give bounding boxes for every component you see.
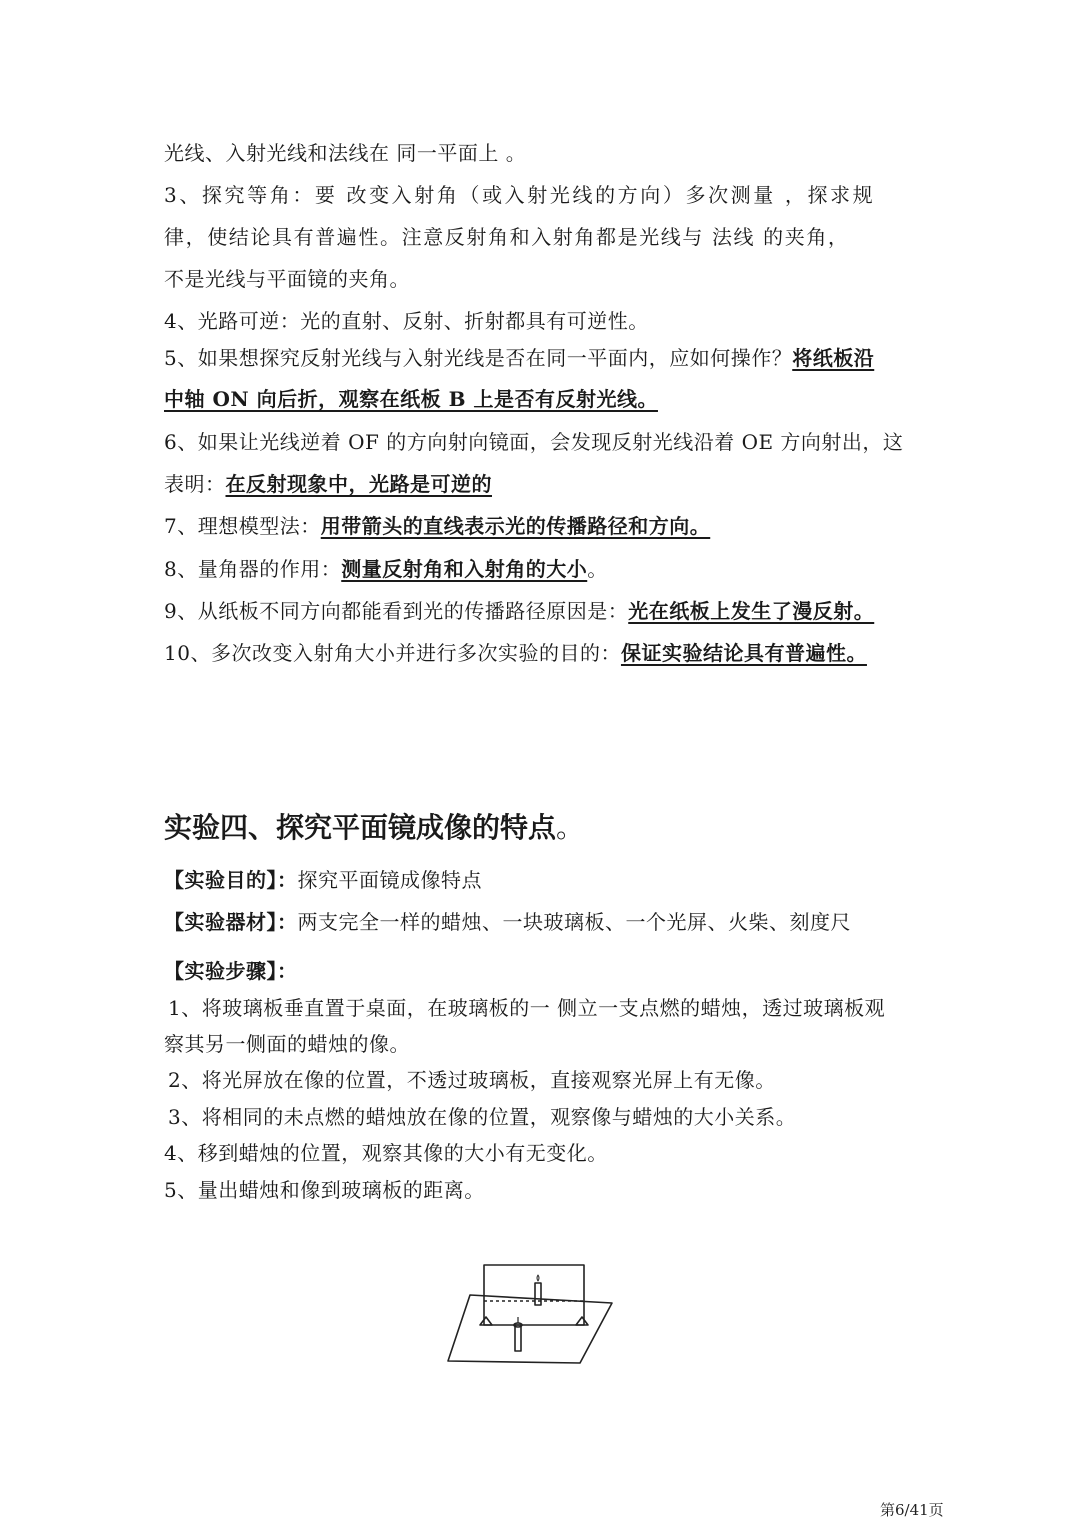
item-5-line-1 — [164, 344, 874, 372]
purpose-label: 【实验目的】： — [164, 868, 298, 892]
materials-row — [164, 908, 851, 936]
item-5-question: 5、如果想探究反射光线与入射光线是否在同一平面内，应如何操作？ — [164, 346, 793, 370]
materials-text: 两支完全一样的蜡烛、一块玻璃板、一个光屏、火柴、刻度尺 — [297, 910, 851, 934]
real-candle — [515, 1325, 521, 1351]
item-8: 8、量角器的作用：测量反射角和入射角的大小。 — [164, 557, 608, 581]
text-line-plane — [164, 139, 526, 167]
step-2: 2、将光屏放在像的位置，不透过玻璃板，直接观察光屏上有无像。 — [168, 1068, 776, 1092]
item-3-line-2: 律，使结论具有普遍性。注意反射角和入射角都是光线与 法线 的夹角， — [164, 225, 850, 249]
image-flame — [537, 1275, 539, 1281]
section-heading: 实验四、探究平面镜成像的特点。 — [164, 811, 585, 844]
item-9-answer: 光在纸板上发生了漫反射。 — [628, 599, 875, 623]
item-10: 10、多次改变入射角大小并进行多次实验的目的：保证实验结论具有普遍性。 — [164, 641, 867, 665]
section-title: 实验四、探究平面镜成像的特点 — [164, 811, 557, 844]
plate-stand-left — [480, 1317, 492, 1325]
item-9: 9、从纸板不同方向都能看到光的传播路径原因是：光在纸板上发生了漫反射。 — [164, 599, 875, 623]
item-5-answer-a: 将纸板沿 — [792, 346, 875, 370]
item-5-answer-b: 中轴 ON 向后折，观察在纸板 B 上是否有反射光线。 — [164, 387, 658, 411]
item-7-answer: 用带箭头的直线表示光的传播路径和方向。 — [320, 514, 711, 538]
purpose-row — [164, 866, 482, 894]
plane-statement: 光线、入射光线和法线在 同一平面上 。 — [164, 141, 527, 165]
steps-label-row — [164, 957, 298, 985]
item-4: 4、光路可逆：光的直射、反射、折射都具有可逆性。 — [164, 309, 649, 333]
step-1-line-2: 察其另一侧面的蜡烛的像。 — [164, 1032, 410, 1056]
item-3-line-3: 不是光线与平面镜的夹角。 — [164, 267, 410, 291]
plane-mirror-apparatus-figure — [440, 1255, 620, 1370]
item-8-answer: 测量反射角和入射角的大小 — [341, 557, 588, 581]
item-5-line-2 — [164, 385, 658, 413]
table-surface — [448, 1295, 612, 1363]
purpose-text: 探究平面镜成像特点 — [297, 868, 482, 892]
item-6-line-2: 表明：在反射现象中，光路是可逆的 — [164, 472, 492, 496]
item-6-line-1: 6、如果让光线逆着 OF 的方向射向镜面，会发现反射光线沿着 OE 方向射出，这 — [164, 430, 904, 454]
item-6-answer: 在反射现象中，光路是可逆的 — [225, 472, 492, 496]
step-5: 5、量出蜡烛和像到玻璃板的距离。 — [164, 1178, 485, 1202]
step-4: 4、移到蜡烛的位置，观察其像的大小有无变化。 — [164, 1141, 608, 1165]
item-3-line-1: 3、探究等角：要 改变入射角（或入射光线的方向）多次测量 ，探求规 — [164, 183, 876, 207]
step-3: 3、将相同的未点燃的蜡烛放在像的位置，观察像与蜡烛的大小关系。 — [168, 1105, 797, 1129]
item-10-answer: 保证实验结论具有普遍性。 — [620, 641, 867, 665]
item-7: 7、理想模型法：用带箭头的直线表示光的传播路径和方向。 — [164, 514, 711, 538]
step-1-line-1: 1、将玻璃板垂直置于桌面，在玻璃板的一 侧立一支点燃的蜡烛，透过玻璃板观 — [168, 996, 886, 1020]
steps-label: 【实验步骤】： — [164, 959, 298, 983]
materials-label: 【实验器材】： — [164, 910, 298, 934]
glass-plate — [484, 1265, 584, 1325]
plate-stand-right — [576, 1317, 588, 1325]
page-number: 第6/41页 — [880, 1501, 944, 1519]
